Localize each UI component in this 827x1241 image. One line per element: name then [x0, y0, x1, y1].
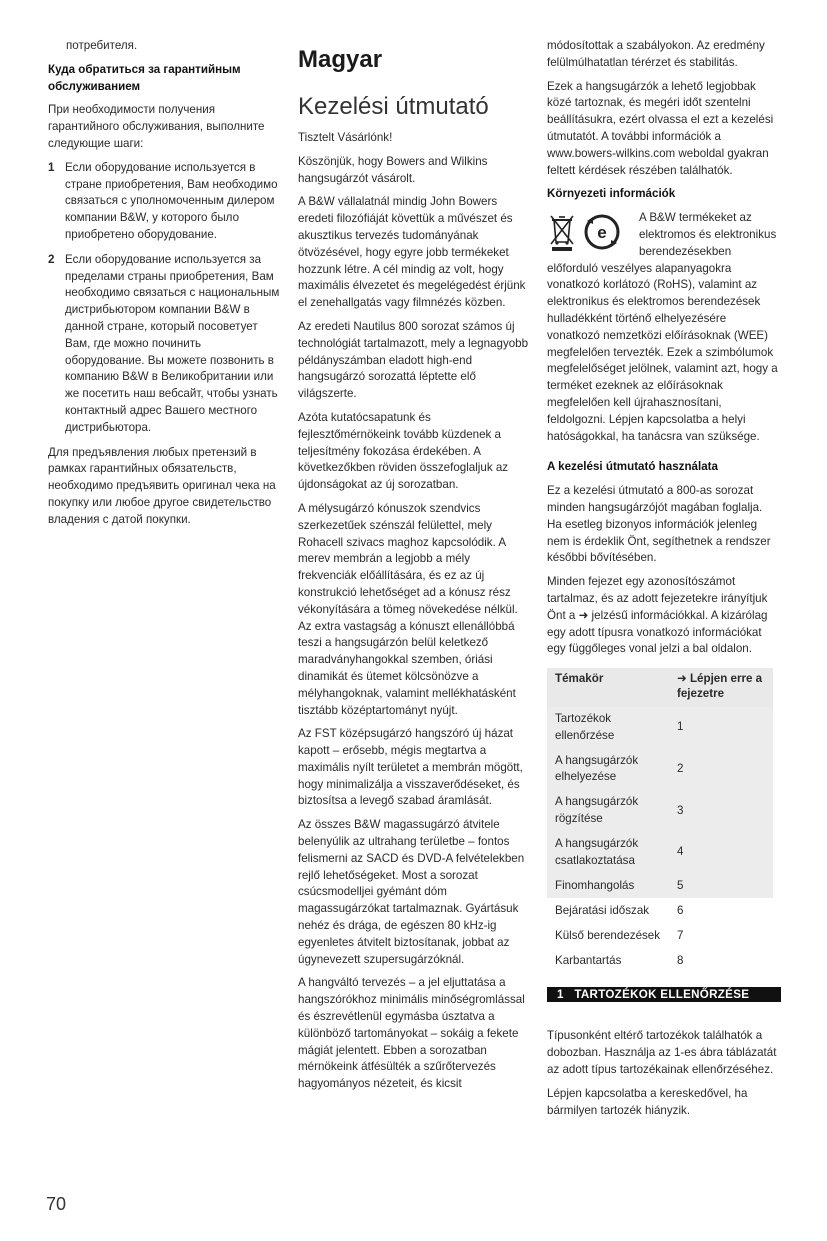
header-topic: Témakör: [547, 668, 669, 707]
table-row: [547, 898, 773, 923]
chapter-cell: 7: [677, 928, 684, 942]
topic-cell: A hangsugárzók rögzítése: [547, 790, 669, 832]
list-item: [48, 252, 280, 437]
chapter-cell: 5: [669, 873, 773, 898]
item-number: 2: [48, 252, 55, 266]
table-row: [547, 707, 773, 749]
usage-heading: A kezelési útmutató használata: [547, 460, 718, 474]
paragraph: A B&W vállalatnál mindig John Bowers eredeti filozófiáját követtük a művészet és akusztikus tervezés tudományának ötvözésével, hogy egyre jobb termékeket hozzunk létre. A cél mindig az volt, hogy maximális élvezetet és megelégedést érjünk el zenehallgatás vagy filmnézés közben.: [298, 195, 526, 310]
topic-cell: Tartozékok ellenőrzése: [547, 707, 669, 749]
compliance-symbols: [547, 210, 635, 254]
topic-cell: A hangsugárzók elhelyezése: [547, 749, 669, 791]
chapter-cell: 8: [677, 953, 684, 967]
svg-text:e: e: [597, 223, 607, 243]
topic-cell: Bejáratási időszak: [555, 903, 650, 917]
chapter-cell: 1: [669, 707, 773, 749]
environment-text: A B&W termékeket az elektromos és elektronikus berendezésekben előforduló veszélyes alapanyagokra vonatkozó korlátozó (RoHS), valamint az elektronikus és elektromos berendezések hulladékként történő elhelyezésére vonatkozó nemzetközi előírásoknak (WEE) megfelelően tervezték. Ezek a szimbólumok megfelelőséget jelölnek, valamint azt, hogy a terméket ezeknek az előírásoknak megfelelően kell újrahasznosítani, feldolgozni. Lépjen kapcsolatba a helyi hatóságokkal, ha tanácsra van szüksége.: [547, 211, 778, 443]
language-heading: Magyar: [298, 46, 383, 73]
page-number: 70: [46, 1194, 67, 1214]
topics-table: [547, 668, 773, 973]
warranty-closing: Для предъявления любых претензий в рамках гарантийных обязательств, необходимо предъявить оригинал чека на покупку или любое другое свидетельство владения с датой покупки.: [48, 445, 276, 526]
table-row: [547, 832, 773, 874]
item-text: Если оборудование используется за пределами страны приобретения, Вам необходимо связаться с национальным дистрибьютором компании B&W в данной стране, который посоветует Вам, где можно починить оборудование. Вы можете позвонить в компанию B&W в Великобритании или же посетить наш вебсайт, чтобы узнать контактный адрес Вашего местного дистрибьютора.: [65, 252, 280, 434]
warranty-heading: Куда обратиться за гарантийным обслуживанием: [48, 62, 241, 93]
chapter-cell: 4: [669, 832, 773, 874]
item-number: 1: [48, 160, 55, 174]
section-heading-bar: [547, 987, 781, 1002]
paragraph: Az összes B&W magassugárzó átvitele belenyúlik az ultrahang területbe – fontos felismerni az SACD és DVD-A felvételekben rejlő lehetőségeket. Most a sorozat csúcsmodelljei gyémánt dóm magassugárzókat tartalmaznak. Gyártásuk nehéz és drága, de egészen 80 kHz-ig egyenletes átvitelt biztosítanak, jobbat az úgynevezett szupersugárzóknál.: [298, 818, 525, 966]
usage-text-b: jelzésű információkkal. A kizárólag egy adott típusra vonatkozó információkat egy függőleges vonal jelzi a bal oldalon.: [547, 608, 768, 656]
arrow-right-icon: ➜: [578, 608, 589, 622]
chapter-cell: 6: [677, 903, 684, 917]
item-text: Если оборудование используется в стране приобретения, Вам необходимо связаться с уполномоченным дилером компании B&W, у которого было приобретено оборудование.: [65, 160, 278, 241]
lead-fragment: потребителя.: [66, 39, 138, 52]
usage-text-a: Minden fejezet egy azonosítószámot tartalmaz, és az adott fejezetekre irányítjuk Önt a: [547, 575, 768, 622]
section-number: 1: [557, 988, 564, 1002]
column-details: [547, 38, 779, 1126]
paragraph: Ez a kezelési útmutató a 800-as sorozat minden hangsugárzójót magában foglalja. Ha esetleg bizonyos információk jelenleg nem is érdeklik Önt, segíthetnek a rendszer későbbi bővítésében.: [547, 484, 771, 565]
chapter-cell: 3: [669, 790, 773, 832]
paragraph: Köszönjük, hogy Bowers and Wilkins hangsugárzót vásárolt.: [298, 154, 488, 185]
table-row: [547, 873, 773, 898]
warranty-intro: При необходимости получения гарантийного обслуживания, выполните следующие шаги:: [48, 103, 265, 150]
paragraph: [547, 574, 779, 658]
section-title: TARTOZÉKOK ELLENŐRZÉSE: [574, 988, 750, 1002]
paragraph: A hangváltó tervezés – a jel eljuttatása a hangszórókhoz minimális minőségromlással és észrevétlenül egymásba úsztatva a különböző tartományokat – sokáig a fekete mágiát jelentett. Ebben a sorozatban mérnökeink átfésülték a szűrőtervezés hagyományos nézeteit, és kicsit: [298, 976, 525, 1091]
paragraph: Típusonként eltérő tartozékok találhatók a dobozban. Használja az 1-es ábra táblázatát az adott típus tartozékainak ellenőrzéséhez.: [547, 1029, 777, 1077]
column-russian: [48, 38, 280, 536]
paragraph: Tisztelt Vásárlónk!: [298, 131, 393, 144]
rohs-e-icon: [583, 213, 621, 251]
table-row: [547, 948, 773, 973]
topic-cell: Finomhangolás: [547, 873, 669, 898]
arrow-right-icon: ➜: [677, 672, 687, 686]
topic-cell: Külső berendezések: [555, 928, 661, 942]
manual-title: Kezelési útmutató: [298, 93, 489, 120]
environment-block: [547, 210, 779, 445]
paragraph: Az FST középsugárzó hangszóró új házat kapott – erősebb, mégis megtartva a maximális nyílt területet a membrán mögött, hogy minimalizálja a visszaverődéseket, és biztosítsa a levegő szabad áramlását.: [298, 727, 523, 808]
header-goto: ➜ Lépjen erre a fejezetre: [669, 668, 773, 707]
column-intro: [298, 38, 530, 1100]
topic-cell: Karbantartás: [555, 953, 622, 967]
topic-cell: A hangsugárzók csatlakoztatása: [547, 832, 669, 874]
paragraph: A mélysugárzó kónuszok szendvics szerkezetűek szénszál felülettel, mely Rohacell szivacs maghoz kapcsolódik. A merev membrán a legjobb a mély frekvenciák előállítására, és ez az új konstrukció lehetőséget ad a kónusz rész vékonyítására a tömeg növekedése nélkül. Az extra vastagság a kónuszt ellenállóbbá teszi a hangsugárzón belül keletkező maradványhangokkal szemben, óriási dinamikát és ütemet kölcsönözve a mélyhangoknak, valamint mellékhatásként tisztább középtartományt nyújt.: [298, 501, 518, 717]
table-row: [547, 923, 773, 948]
table-row: [547, 749, 773, 791]
paragraph: Az eredeti Nautilus 800 sorozat számos új technológiát tartalmazott, mely a legnagyobb példányszámban eladott high-end hangsugárzó sorozattá léptette elő világszerte.: [298, 319, 529, 401]
paragraph: Ezek a hangsugárzók a lehető legjobbak közé tartoznak, és megéri időt szentelni beállításukra, ezért olvassa el ezt a kezelési útmutatót. A további információk a www.bowers-wilkins.com weboldal gyakran feltett kérdések részében találhatók.: [547, 79, 774, 177]
list-item: [48, 160, 280, 244]
weee-bin-icon: [547, 212, 577, 252]
paragraph: Azóta kutatócsapatunk és fejlesztőmérnökeink tovább küzdenek a teljesítmény fokozása érdekében. A következőkben röviden összefoglaljuk az újdonságokat az új sorozatban.: [298, 410, 509, 492]
chapter-cell: 2: [669, 749, 773, 791]
environment-heading: Környezeti információk: [547, 187, 676, 201]
table-row: [547, 790, 773, 832]
paragraph: Lépjen kapcsolatba a kereskedővel, ha bármilyen tartozék hiányzik.: [547, 1086, 748, 1117]
paragraph: módosítottak a szabályokon. Az eredmény felülmúlhatatlan térérzet és stabilitás.: [547, 39, 765, 69]
table-header-row: [547, 668, 773, 707]
